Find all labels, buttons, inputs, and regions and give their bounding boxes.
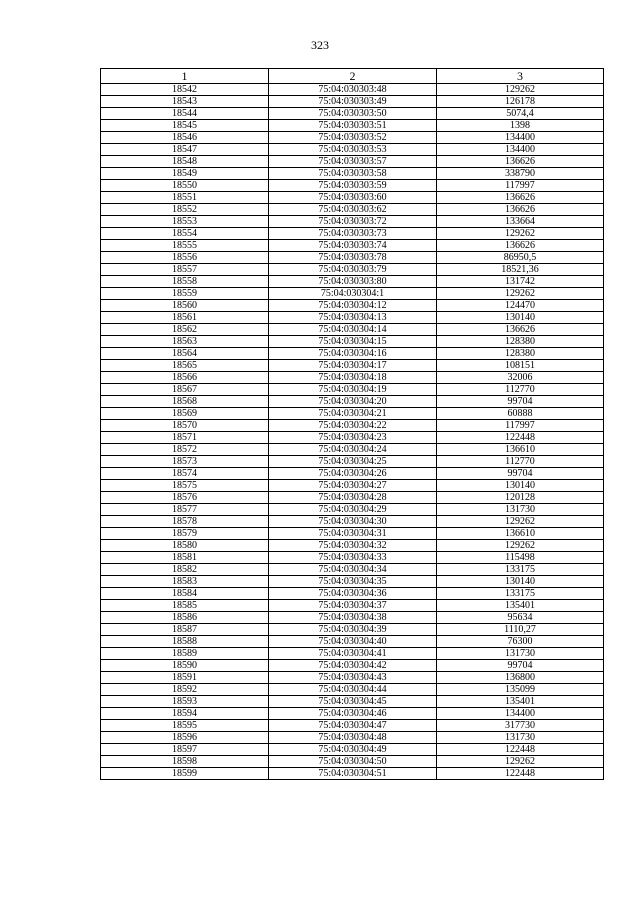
table-cell-col-3: 122448	[437, 744, 604, 756]
table-cell-col-2: 75:04:030304:36	[269, 588, 437, 600]
table-row	[101, 396, 604, 408]
table-cell-col-3: 76300	[437, 636, 604, 648]
table-cell-col-1: 18562	[101, 324, 269, 336]
table-cell-col-2: 75:04:030304:14	[269, 324, 437, 336]
table-cell-col-3: 135401	[437, 696, 604, 708]
table-cell-col-2: 75:04:030304:46	[269, 708, 437, 720]
table-cell-col-2: 75:04:030303:51	[269, 120, 437, 132]
table-row	[101, 444, 604, 456]
table-cell-col-3: 133664	[437, 216, 604, 228]
table-row	[101, 228, 604, 240]
table-cell-col-1: 18555	[101, 240, 269, 252]
table-cell-col-2: 75:04:030304:48	[269, 732, 437, 744]
table-row	[101, 492, 604, 504]
table-row	[101, 768, 604, 780]
table-cell-col-1: 18567	[101, 384, 269, 396]
table-cell-col-2: 75:04:030304:19	[269, 384, 437, 396]
table-cell-col-3: 136610	[437, 528, 604, 540]
table-cell-col-1: 18547	[101, 144, 269, 156]
table-cell-col-3: 5074,4	[437, 108, 604, 120]
table-cell-col-3: 18521,36	[437, 264, 604, 276]
table-cell-col-3: 134400	[437, 144, 604, 156]
table-cell-col-2: 75:04:030304:23	[269, 432, 437, 444]
table-cell-col-2: 75:04:030303:79	[269, 264, 437, 276]
table-row	[101, 408, 604, 420]
table-cell-col-1: 18596	[101, 732, 269, 744]
table-row	[101, 600, 604, 612]
table-cell-col-3: 134400	[437, 708, 604, 720]
table-cell-col-3: 136626	[437, 324, 604, 336]
table-row	[101, 156, 604, 168]
table-cell-col-3: 128380	[437, 336, 604, 348]
table-cell-col-1: 18580	[101, 540, 269, 552]
table-cell-col-1: 18589	[101, 648, 269, 660]
table-cell-col-3: 136610	[437, 444, 604, 456]
table-row	[101, 744, 604, 756]
table-cell-col-1: 18565	[101, 360, 269, 372]
table-cell-col-2: 75:04:030304:27	[269, 480, 437, 492]
table-cell-col-3: 129262	[437, 288, 604, 300]
table-row	[101, 144, 604, 156]
table-row	[101, 612, 604, 624]
table-row	[101, 312, 604, 324]
table-cell-col-1: 18599	[101, 768, 269, 780]
table-cell-col-1: 18590	[101, 660, 269, 672]
table-cell-col-3: 115498	[437, 552, 604, 564]
table-cell-col-3: 135401	[437, 600, 604, 612]
table-cell-col-1: 18551	[101, 192, 269, 204]
table-body	[101, 84, 604, 780]
table-cell-col-3: 60888	[437, 408, 604, 420]
table-cell-col-1: 18550	[101, 180, 269, 192]
table-cell-col-2: 75:04:030304:44	[269, 684, 437, 696]
page-number: 323	[311, 38, 329, 52]
table-cell-col-2: 75:04:030304:51	[269, 768, 437, 780]
table-cell-col-3: 99704	[437, 660, 604, 672]
table-cell-col-3: 136626	[437, 192, 604, 204]
table-cell-col-1: 18544	[101, 108, 269, 120]
table-cell-col-3: 1110,27	[437, 624, 604, 636]
table-cell-col-1: 18563	[101, 336, 269, 348]
table-cell-col-1: 18542	[101, 84, 269, 96]
table-row	[101, 108, 604, 120]
table-cell-col-3: 86950,5	[437, 252, 604, 264]
table-row	[101, 192, 604, 204]
table-cell-col-2: 75:04:030304:34	[269, 564, 437, 576]
table-row	[101, 720, 604, 732]
table-cell-col-1: 18577	[101, 504, 269, 516]
table-row	[101, 540, 604, 552]
table-cell-col-2: 75:04:030303:62	[269, 204, 437, 216]
table-cell-col-1: 18581	[101, 552, 269, 564]
table-cell-col-1: 18569	[101, 408, 269, 420]
table-row	[101, 336, 604, 348]
table-cell-col-1: 18548	[101, 156, 269, 168]
table-row	[101, 324, 604, 336]
table-cell-col-1: 18594	[101, 708, 269, 720]
table-cell-col-1: 18553	[101, 216, 269, 228]
table-cell-col-1: 18576	[101, 492, 269, 504]
table-row	[101, 360, 604, 372]
table-cell-col-2: 75:04:030304:47	[269, 720, 437, 732]
table-cell-col-3: 130140	[437, 480, 604, 492]
table-cell-col-1: 18587	[101, 624, 269, 636]
table-row	[101, 84, 604, 96]
table-cell-col-3: 1398	[437, 120, 604, 132]
table-cell-col-1: 18593	[101, 696, 269, 708]
table-row	[101, 756, 604, 768]
table-cell-col-2: 75:04:030304:17	[269, 360, 437, 372]
table-cell-col-2: 75:04:030304:30	[269, 516, 437, 528]
table-cell-col-2: 75:04:030304:33	[269, 552, 437, 564]
table-cell-col-3: 129262	[437, 516, 604, 528]
table-cell-col-3: 129262	[437, 228, 604, 240]
table-cell-col-1: 18564	[101, 348, 269, 360]
table-row	[101, 372, 604, 384]
column-header-1: 1	[101, 69, 269, 84]
table-cell-col-3: 99704	[437, 396, 604, 408]
table-row	[101, 732, 604, 744]
table-cell-col-3: 338790	[437, 168, 604, 180]
table-cell-col-1: 18549	[101, 168, 269, 180]
table-cell-col-3: 129262	[437, 84, 604, 96]
table-cell-col-2: 75:04:030304:43	[269, 672, 437, 684]
table-cell-col-1: 18543	[101, 96, 269, 108]
table-row	[101, 660, 604, 672]
table-header	[101, 69, 604, 84]
table-row	[101, 624, 604, 636]
table-cell-col-2: 75:04:030304:24	[269, 444, 437, 456]
table-cell-col-1: 18592	[101, 684, 269, 696]
table-cell-col-1: 18554	[101, 228, 269, 240]
table-cell-col-1: 18560	[101, 300, 269, 312]
table-cell-col-3: 317730	[437, 720, 604, 732]
table-row	[101, 708, 604, 720]
table-row	[101, 648, 604, 660]
table-cell-col-2: 75:04:030303:52	[269, 132, 437, 144]
table-row	[101, 120, 604, 132]
table-cell-col-3: 120128	[437, 492, 604, 504]
table-cell-col-2: 75:04:030304:32	[269, 540, 437, 552]
table-cell-col-3: 99704	[437, 468, 604, 480]
table-cell-col-1: 18573	[101, 456, 269, 468]
table-cell-col-2: 75:04:030303:80	[269, 276, 437, 288]
column-header-3: 3	[437, 69, 604, 84]
table-row	[101, 504, 604, 516]
table-row	[101, 300, 604, 312]
table-cell-col-3: 131730	[437, 648, 604, 660]
table-cell-col-1: 18572	[101, 444, 269, 456]
table-cell-col-3: 128380	[437, 348, 604, 360]
table-cell-col-1: 18552	[101, 204, 269, 216]
table-cell-col-3: 131730	[437, 504, 604, 516]
table-row	[101, 132, 604, 144]
table-cell-col-3: 112770	[437, 384, 604, 396]
table-cell-col-2: 75:04:030304:41	[269, 648, 437, 660]
table-cell-col-3: 32006	[437, 372, 604, 384]
table-cell-col-2: 75:04:030304:38	[269, 612, 437, 624]
table-cell-col-2: 75:04:030303:50	[269, 108, 437, 120]
table-cell-col-2: 75:04:030304:12	[269, 300, 437, 312]
table-cell-col-1: 18568	[101, 396, 269, 408]
table-cell-col-1: 18571	[101, 432, 269, 444]
table-cell-col-3: 130140	[437, 576, 604, 588]
table-cell-col-1: 18579	[101, 528, 269, 540]
table-cell-col-1: 18578	[101, 516, 269, 528]
table-cell-col-1: 18575	[101, 480, 269, 492]
table-row	[101, 684, 604, 696]
table-row	[101, 564, 604, 576]
table-row	[101, 432, 604, 444]
table-cell-col-1: 18557	[101, 264, 269, 276]
column-header-2: 2	[269, 69, 437, 84]
table-cell-col-2: 75:04:030303:59	[269, 180, 437, 192]
table-cell-col-3: 124470	[437, 300, 604, 312]
table-cell-col-3: 134400	[437, 132, 604, 144]
table-cell-col-2: 75:04:030304:26	[269, 468, 437, 480]
table-cell-col-2: 75:04:030304:16	[269, 348, 437, 360]
table-cell-col-3: 133175	[437, 588, 604, 600]
table-cell-col-2: 75:04:030304:40	[269, 636, 437, 648]
table-row	[101, 576, 604, 588]
table-cell-col-2: 75:04:030304:45	[269, 696, 437, 708]
table-cell-col-1: 18556	[101, 252, 269, 264]
table-cell-col-3: 130140	[437, 312, 604, 324]
table-cell-col-1: 18584	[101, 588, 269, 600]
table-cell-col-1: 18588	[101, 636, 269, 648]
table-cell-col-1: 18586	[101, 612, 269, 624]
table-cell-col-2: 75:04:030303:72	[269, 216, 437, 228]
table-cell-col-2: 75:04:030304:28	[269, 492, 437, 504]
table-cell-col-3: 131730	[437, 732, 604, 744]
table-cell-col-3: 136800	[437, 672, 604, 684]
table-cell-col-2: 75:04:030303:49	[269, 96, 437, 108]
table-row	[101, 348, 604, 360]
table-cell-col-1: 18574	[101, 468, 269, 480]
table-row	[101, 516, 604, 528]
table-row	[101, 204, 604, 216]
table-cell-col-1: 18582	[101, 564, 269, 576]
table-row	[101, 384, 604, 396]
table-row	[101, 264, 604, 276]
table-cell-col-2: 75:04:030304:42	[269, 660, 437, 672]
table-cell-col-3: 122448	[437, 432, 604, 444]
table-cell-col-3: 108151	[437, 360, 604, 372]
table-row	[101, 480, 604, 492]
table-row	[101, 168, 604, 180]
table-cell-col-2: 75:04:030304:13	[269, 312, 437, 324]
table-cell-col-2: 75:04:030304:35	[269, 576, 437, 588]
table-row	[101, 456, 604, 468]
table-cell-col-3: 131742	[437, 276, 604, 288]
table-cell-col-2: 75:04:030303:57	[269, 156, 437, 168]
table-cell-col-2: 75:04:030304:31	[269, 528, 437, 540]
header-row	[101, 69, 604, 84]
table-row	[101, 528, 604, 540]
table-cell-col-3: 129262	[437, 540, 604, 552]
table-row	[101, 276, 604, 288]
table-cell-col-3: 112770	[437, 456, 604, 468]
table-row	[101, 672, 604, 684]
table-row	[101, 552, 604, 564]
table-cell-col-1: 18597	[101, 744, 269, 756]
table-cell-col-1: 18558	[101, 276, 269, 288]
table-cell-col-1: 18570	[101, 420, 269, 432]
table-row	[101, 252, 604, 264]
table-cell-col-2: 75:04:030303:74	[269, 240, 437, 252]
table-cell-col-1: 18545	[101, 120, 269, 132]
table-row	[101, 636, 604, 648]
table-cell-col-2: 75:04:030303:60	[269, 192, 437, 204]
table-row	[101, 420, 604, 432]
table-cell-col-3: 117997	[437, 420, 604, 432]
table-cell-col-2: 75:04:030304:49	[269, 744, 437, 756]
table-cell-col-3: 129262	[437, 756, 604, 768]
table-cell-col-2: 75:04:030304:18	[269, 372, 437, 384]
table-cell-col-1: 18561	[101, 312, 269, 324]
table-cell-col-2: 75:04:030304:39	[269, 624, 437, 636]
table-cell-col-1: 18591	[101, 672, 269, 684]
table-cell-col-3: 95634	[437, 612, 604, 624]
table-cell-col-1: 18566	[101, 372, 269, 384]
table-cell-col-2: 75:04:030303:73	[269, 228, 437, 240]
table-cell-col-2: 75:04:030303:48	[269, 84, 437, 96]
table-cell-col-2: 75:04:030304:21	[269, 408, 437, 420]
table-cell-col-1: 18598	[101, 756, 269, 768]
table-cell-col-2: 75:04:030304:20	[269, 396, 437, 408]
table-cell-col-2: 75:04:030304:25	[269, 456, 437, 468]
table-cell-col-2: 75:04:030304:1	[269, 288, 437, 300]
table-row	[101, 696, 604, 708]
table-cell-col-2: 75:04:030304:15	[269, 336, 437, 348]
table-row	[101, 468, 604, 480]
table-cell-col-1: 18546	[101, 132, 269, 144]
table-cell-col-3: 117997	[437, 180, 604, 192]
table-cell-col-2: 75:04:030304:29	[269, 504, 437, 516]
table-cell-col-3: 136626	[437, 204, 604, 216]
table-cell-col-3: 122448	[437, 768, 604, 780]
table-row	[101, 588, 604, 600]
table-cell-col-2: 75:04:030304:37	[269, 600, 437, 612]
table-cell-col-2: 75:04:030304:50	[269, 756, 437, 768]
table-cell-col-1: 18595	[101, 720, 269, 732]
table-cell-col-1: 18583	[101, 576, 269, 588]
table-cell-col-1: 18559	[101, 288, 269, 300]
data-table	[100, 68, 604, 780]
table-row	[101, 180, 604, 192]
table-cell-col-2: 75:04:030304:22	[269, 420, 437, 432]
table-cell-col-1: 18585	[101, 600, 269, 612]
table-row	[101, 240, 604, 252]
table-row	[101, 96, 604, 108]
table-cell-col-2: 75:04:030303:58	[269, 168, 437, 180]
table-cell-col-2: 75:04:030303:78	[269, 252, 437, 264]
table-cell-col-2: 75:04:030303:53	[269, 144, 437, 156]
table-cell-col-3: 135099	[437, 684, 604, 696]
table-cell-col-3: 136626	[437, 156, 604, 168]
table-cell-col-3: 133175	[437, 564, 604, 576]
table-cell-col-3: 126178	[437, 96, 604, 108]
table-row	[101, 288, 604, 300]
table-cell-col-3: 136626	[437, 240, 604, 252]
table-row	[101, 216, 604, 228]
